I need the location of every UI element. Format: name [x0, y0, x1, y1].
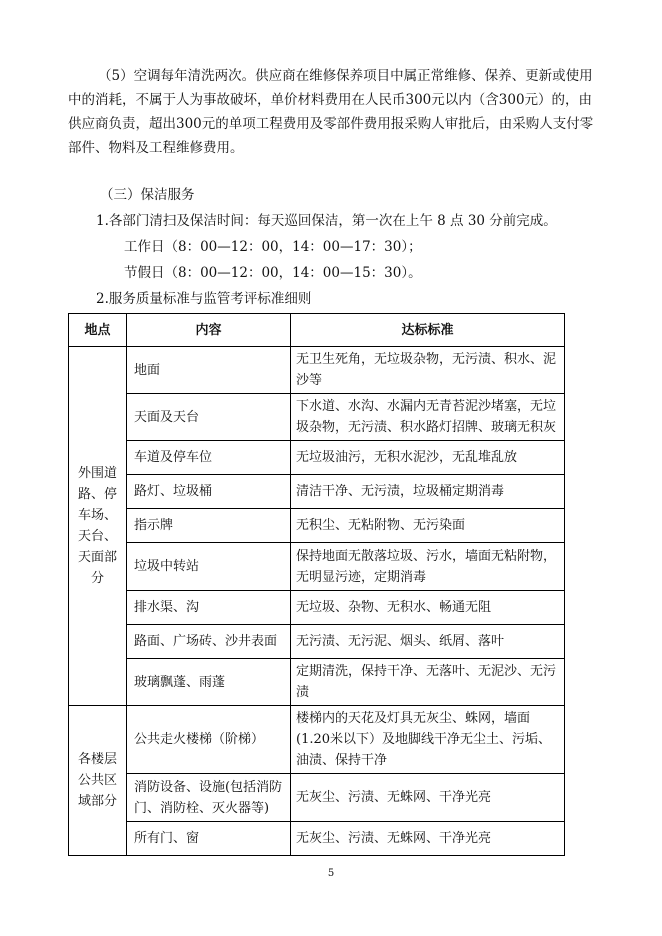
table-row [69, 706, 565, 774]
standard-cell: 无污渍、无污泥、烟头、纸屑、落叶 [291, 625, 565, 659]
table-row [69, 475, 565, 509]
content-cell: 垃圾中转站 [127, 543, 291, 591]
content-cell: 消防设备、设施(包括消防门、消防栓、灭火器等) [127, 774, 291, 822]
cleaning-time-item: 1.各部门清扫及保洁时间：每天巡回保洁，第一次在上午 8 点 30 分前完成。 [96, 213, 557, 229]
standard-cell: 保持地面无散落垃圾、污水，墙面无粘附物，无明显污迹，定期消毒 [291, 543, 565, 591]
cleaning-standards-table [68, 313, 565, 856]
location-cell-outdoor: 外围道路、停车场、天台、天面部分 [69, 347, 127, 706]
table-row [69, 347, 565, 394]
standard-cell: 无垃圾、杂物、无积水、畅通无阻 [291, 591, 565, 625]
paragraph-aircon-maintenance: （5）空调每年清洗两次。供应商在维修保养项目中属正常维修、保养、更新或使用中的消耗，不属于人为事故破坏，单价材料费用在人民币300元以内（含300元）的，由供应商负责，超出300元的单项工程费用及零部件费用报采购人审批后，由采购人支付零部件、物料及工程维修费用。 [68, 68, 594, 156]
table-row [69, 774, 565, 822]
content-cell: 公共走火楼梯（阶梯） [127, 706, 291, 774]
standard-cell: 无灰尘、污渍、无蛛网、干净光亮 [291, 774, 565, 822]
table-row [69, 394, 565, 441]
header-standard: 达标标准 [291, 314, 565, 347]
holiday-hours: 节假日（8：00—12：00，14：00—15：30）。 [124, 265, 422, 281]
standard-cell: 无卫生死角，无垃圾杂物，无污渍、积水、泥沙等 [291, 347, 565, 394]
content-cell: 路灯、垃圾桶 [127, 475, 291, 509]
standard-cell: 清洁干净、无污渍，垃圾桶定期消毒 [291, 475, 565, 509]
section-heading-cleaning: （三）保洁服务 [100, 187, 195, 203]
content-cell: 所有门、窗 [127, 822, 291, 856]
header-location: 地点 [69, 314, 127, 347]
table-row [69, 543, 565, 591]
standard-cell: 楼梯内的天花及灯具无灰尘、蛛网，墙面(1.20米以下）及地脚线干净无尘土、污垢、油渍、保持干净 [291, 706, 565, 774]
location-cell-floors: 各楼层公共区域部分 [69, 706, 127, 856]
table-header-row [69, 314, 565, 347]
header-content: 内容 [127, 314, 291, 347]
standard-cell: 无垃圾油污，无积水泥沙，无乱堆乱放 [291, 441, 565, 475]
standard-cell: 下水道、水沟、水漏内无青苔泥沙堵塞，无垃圾杂物，无污渍、积水路灯招牌、玻璃无积灰 [291, 394, 565, 441]
content-cell: 路面、广场砖、沙井表面 [127, 625, 291, 659]
content-cell: 指示牌 [127, 509, 291, 543]
table-row [69, 591, 565, 625]
table-row [69, 625, 565, 659]
content-cell: 车道及停车位 [127, 441, 291, 475]
standard-cell: 无灰尘、污渍、无蛛网、干净光亮 [291, 822, 565, 856]
standards-item: 2.服务质量标准与监管考评标准细则 [96, 291, 312, 307]
page-number: 5 [327, 868, 335, 879]
standard-cell: 无积尘、无粘附物、无污染面 [291, 509, 565, 543]
workday-hours: 工作日（8：00—12：00，14：00—17：30）； [124, 239, 422, 255]
content-cell: 地面 [127, 347, 291, 394]
table-row [69, 509, 565, 543]
content-cell: 排水渠、沟 [127, 591, 291, 625]
content-cell: 天面及天台 [127, 394, 291, 441]
table-row [69, 659, 565, 706]
standard-cell: 定期清洗，保持干净、无落叶、无泥沙、无污渍 [291, 659, 565, 706]
content-cell: 玻璃飘蓬、雨蓬 [127, 659, 291, 706]
table-row [69, 822, 565, 856]
table-row [69, 441, 565, 475]
